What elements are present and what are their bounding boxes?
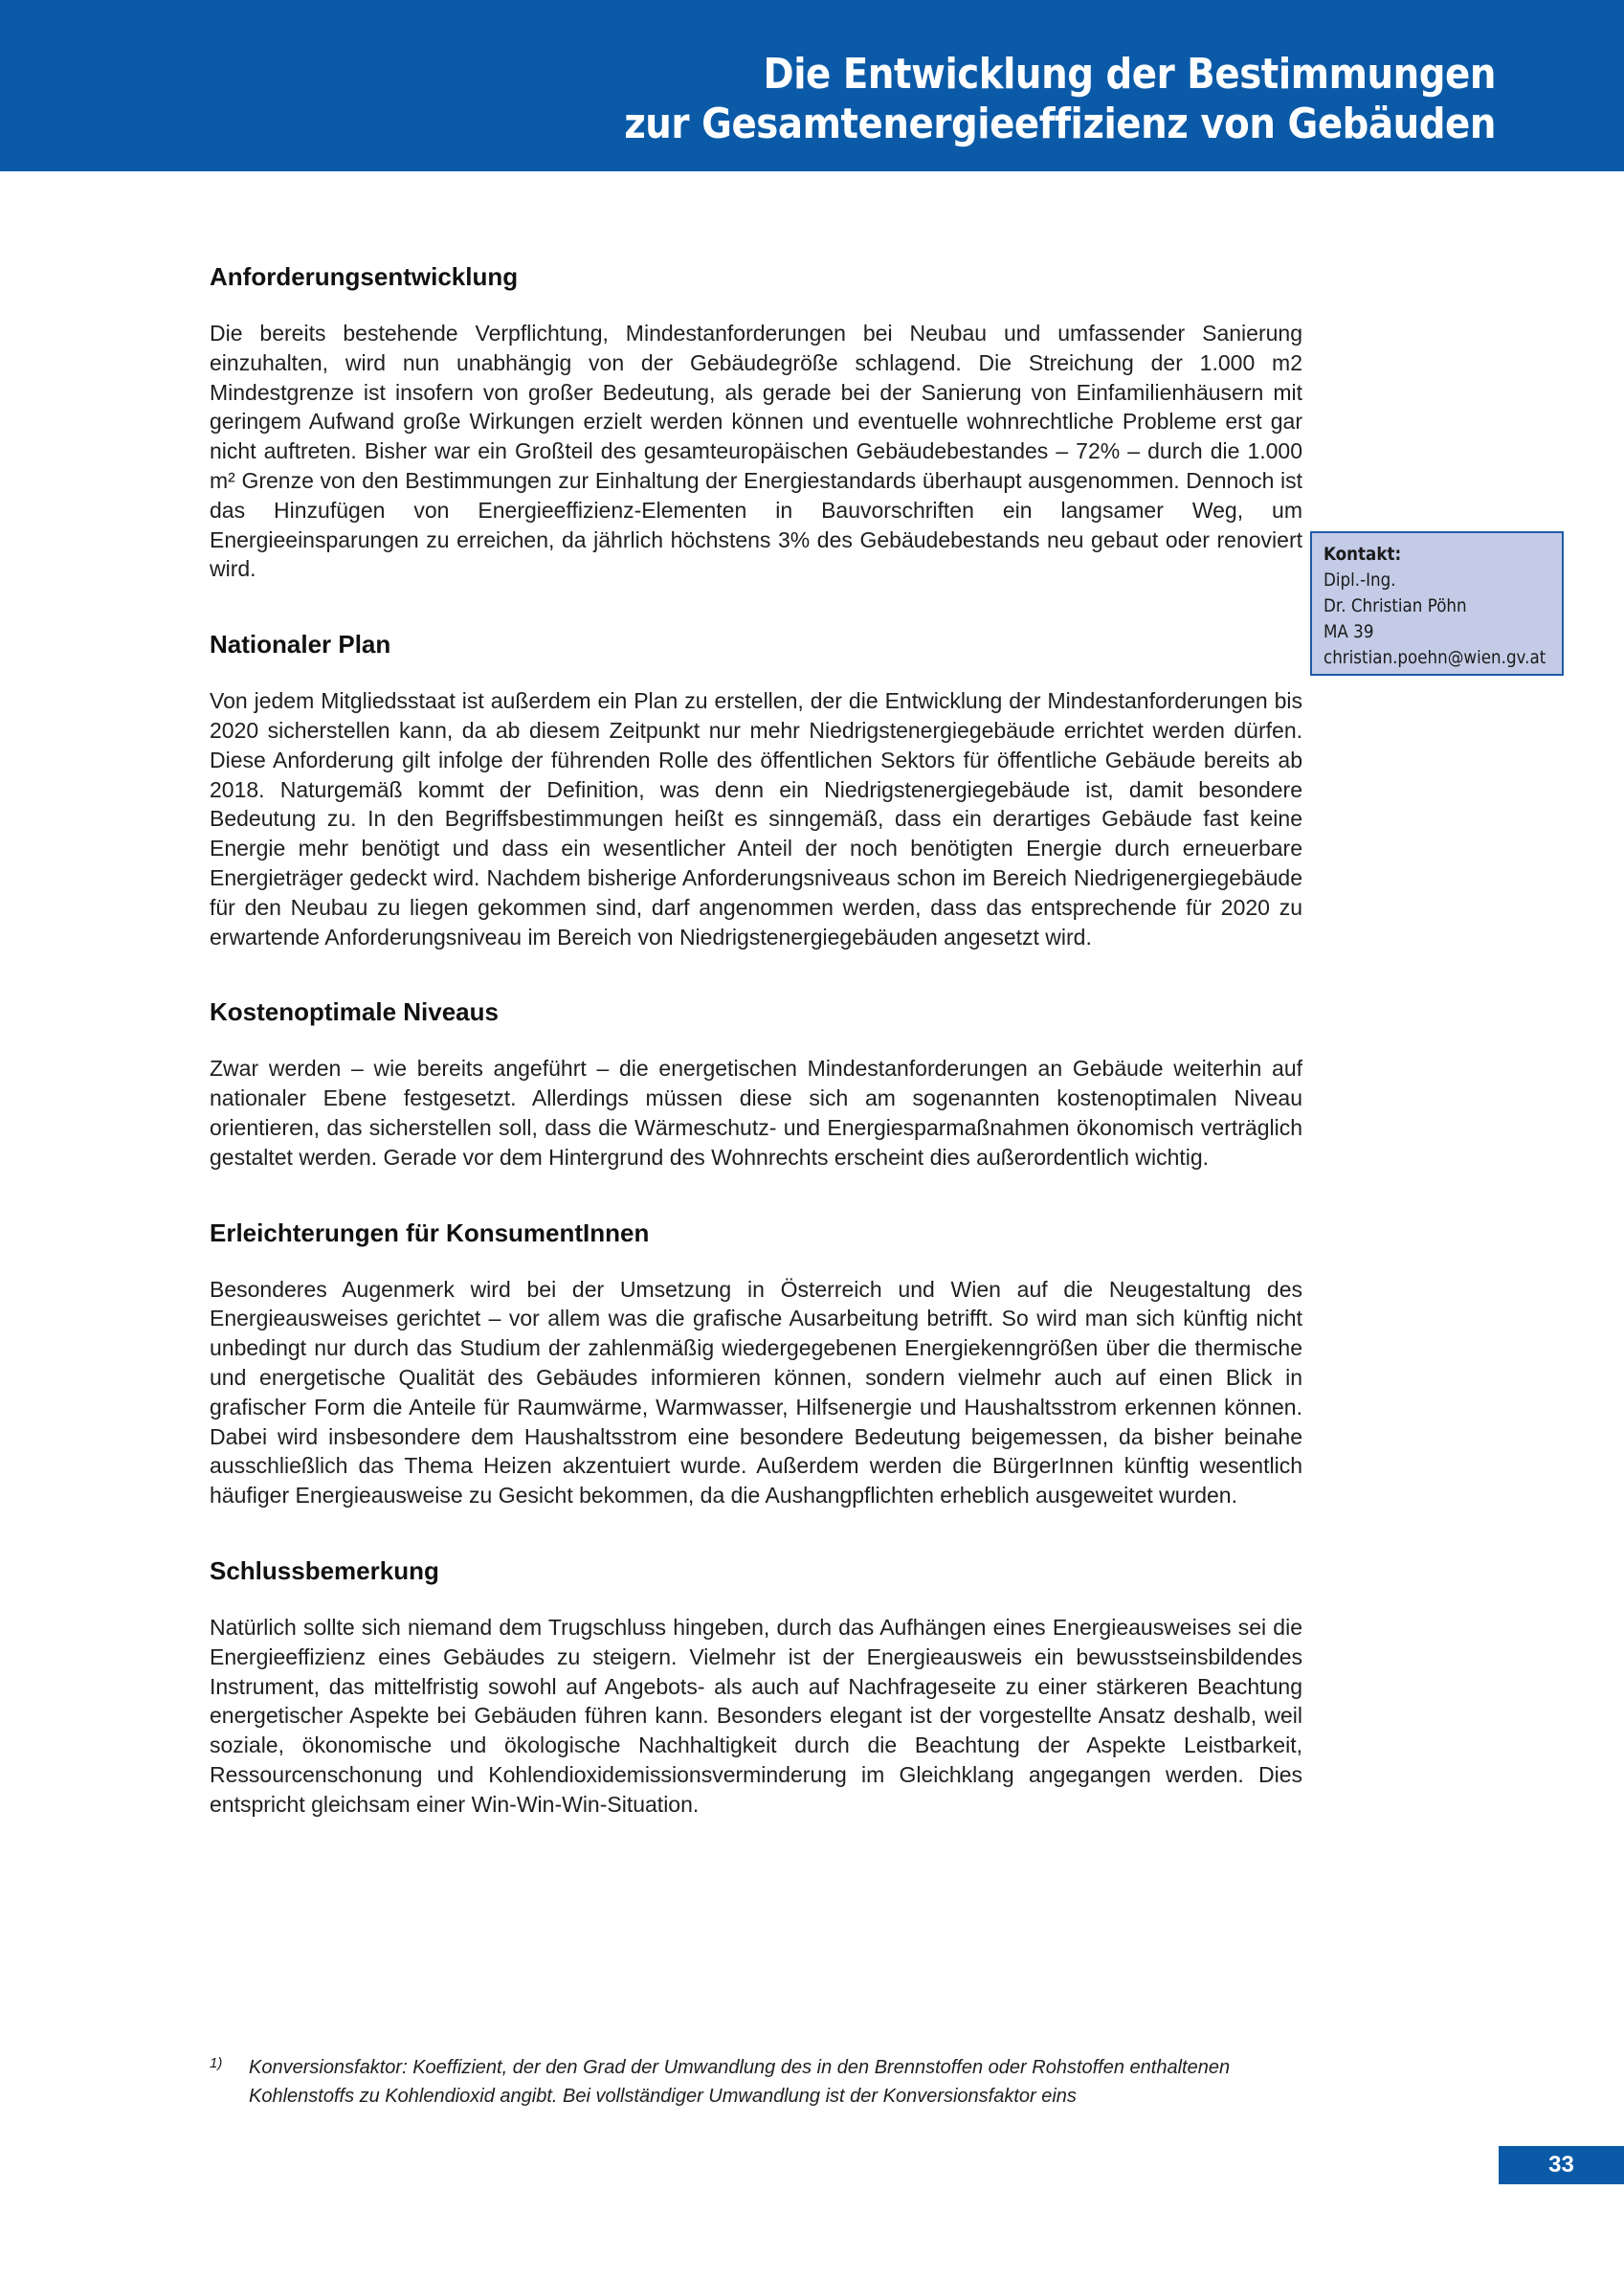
contact-label: Kontakt: [1324, 544, 1402, 565]
section-heading: Erleichterungen für KonsumentInnen [210, 1218, 650, 1247]
section-body: Zwar werden – wie bereits angeführt – die energetischen Mindestanforderungen an Gebäude weiterhin auf nationaler Ebene festgesetzt. Allerdings müssen diese sich am sogenannten kostenoptimalen Niveau orientieren, das sicherstellen soll, dass die Wärmeschutz- und Energiesparmaßnahmen ökonomisch verträglich gestaltet werden. Gerade vor dem Hintergrund des Wohnrechts erscheint dies außerordentlich wichtig. [210, 1056, 1302, 1170]
section-heading: Schlussbemerkung [210, 1555, 439, 1585]
page-title-line-2: zur Gesamtenergieeffizienz von Gebäuden [624, 100, 1496, 148]
page-title-line-1: Die Entwicklung der Bestimmungen [763, 50, 1496, 99]
contact-email[interactable]: christian.poehn@wien.gv.at [1324, 647, 1546, 668]
footnote-text: Konversionsfaktor: Koeffizient, der den Grad der Umwandlung des in den Brennstoffen oder Rohstoffen enthaltenen Kohlenstoffs zu Kohlendioxid angibt. Bei vollständiger Umwandlung ist der Konversionsfaktor eins [249, 2057, 1231, 2107]
header-band [0, 0, 1624, 171]
section-heading: Nationaler Plan [210, 630, 391, 659]
section-body: Von jedem Mitgliedsstaat ist außerdem ein Plan zu erstellen, der die Entwicklung der Mindestanforderungen bis 2020 sicherstellen kann, da ab diesem Zeitpunkt nur mehr Niedrigstenergiegebäude errichtet werden dürfen. Diese Anforderung gilt infolge der führenden Rolle des öffentlichen Sektors für öffentliche Gebäude bereits ab 2018. Naturgemäß kommt der Definition, was denn ein Niedrigstenergiegebäude ist, damit besondere Bedeutung zu. In den Begriffsbestimmungen heißt es sinngemäß, dass ein derartiges Gebäude fast keine Energie mehr benötigt und dass ein wesentlicher Anteil der noch benötigten Energie durch erneuerbare Energieträger gedeckt wird. Nachdem bisherige Anforderungsniveaus schon im Bereich Niedrigenergiegebäude für den Neubau zu liegen gekommen sind, darf angenommen werden, dass das entsprechende für 2020 zu erwartende Anforderungsniveau im Bereich von Niedrigstenergiegebäuden angesetzt wird. [210, 688, 1302, 950]
section-anforderungsentwicklung [210, 260, 1302, 584]
footnote-marker: 1) [210, 2055, 223, 2071]
footnote [210, 2053, 1302, 2111]
main-content [210, 260, 1302, 1863]
contact-department: MA 39 [1324, 621, 1374, 642]
page-number: 33 [1499, 2146, 1624, 2184]
section-schlussbemerkung [210, 1554, 1302, 1820]
section-erleichterungen [210, 1217, 1302, 1510]
section-body: Besonderes Augenmerk wird bei der Umsetzung in Österreich und Wien auf die Neugestaltung des Energieausweises gerichtet – vor allem was die grafische Ausarbeitung betrifft. So wird man sich künftig nicht unbedingt nur durch das Studium der zahlenmäßig wiedergegebenen Energiekenngrößen über die thermische und energetische Qualität des Gebäudes informieren können, sondern vielmehr auch auf einen Blick in grafischer Form die Anteile für Raumwärme, Warmwasser, Hilfsenergie und Haushaltsstrom erkennen können. Dabei wird insbesondere dem Haushaltsstrom eine besondere Bedeutung beigemessen, da bisher beinahe ausschließlich das Thema Heizen akzentuiert wurde. Außerdem werden die BürgerInnen künftig wesentlich häufiger Energieausweise zu Gesicht bekommen, da die Aushangpflichten erheblich ausgeweitet wurden. [210, 1276, 1302, 1509]
section-nationaler-plan [210, 628, 1302, 951]
section-body: Die bereits bestehende Verpflichtung, Mindestanforderungen bei Neubau und umfassender Sanierung einzuhalten, wird nun unabhängig von der Gebäudegröße schlagend. Die Streichung der 1.000 m2 Mindestgrenze ist insofern von großer Bedeutung, als gerade bei der Sanierung von Einfamilienhäusern mit geringem Aufwand große Wirkungen erzielt werden können und eventuelle wohnrechtliche Probleme erst gar nicht auftreten. Bisher war ein Großteil des gesamteuropäischen Gebäudebestandes – 72% – durch die 1.000 m² Grenze von den Bestimmungen zur Einhaltung der Energiestandards überhaupt ausgenommen. Dennoch ist das Hinzufügen von Energieeffizienz-Elementen in Bauvorschriften ein langsamer Weg, um Energieeinsparungen zu erreichen, da jährlich höchstens 3% des Gebäudebestands neu gebaut oder renoviert wird. [210, 321, 1302, 582]
contact-name: Dr. Christian Pöhn [1324, 595, 1467, 616]
section-heading: Anforderungsentwicklung [210, 262, 519, 291]
contact-title: Dipl.-Ing. [1324, 570, 1396, 591]
section-kostenoptimale-niveaus [210, 995, 1302, 1172]
contact-box [1310, 531, 1564, 676]
section-heading: Kostenoptimale Niveaus [210, 997, 499, 1027]
page-title [624, 50, 1496, 149]
section-body: Natürlich sollte sich niemand dem Trugschluss hingeben, durch das Aufhängen eines Energieausweises sei die Energieeffizienz eines Gebäudes zu steigern. Vielmehr ist der Energieausweis ein bewusstseinsbildendes Instrument, das mittelfristig sowohl auf Angebots- als auch auf Nachfrageseite zu einer stärkeren Beachtung energetischer Aspekte bei Gebäuden führen kann. Besonders elegant ist der vorgestellte Ansatz deshalb, weil soziale, ökonomische und ökologische Nachhaltigkeit durch die Beachtung der Aspekte Leistbarkeit, Ressourcenschonung und Kohlendioxidemissionsverminderung im Gleichklang angegangen werden. Dies entspricht gleichsam einer Win-Win-Win-Situation. [210, 1614, 1302, 1817]
